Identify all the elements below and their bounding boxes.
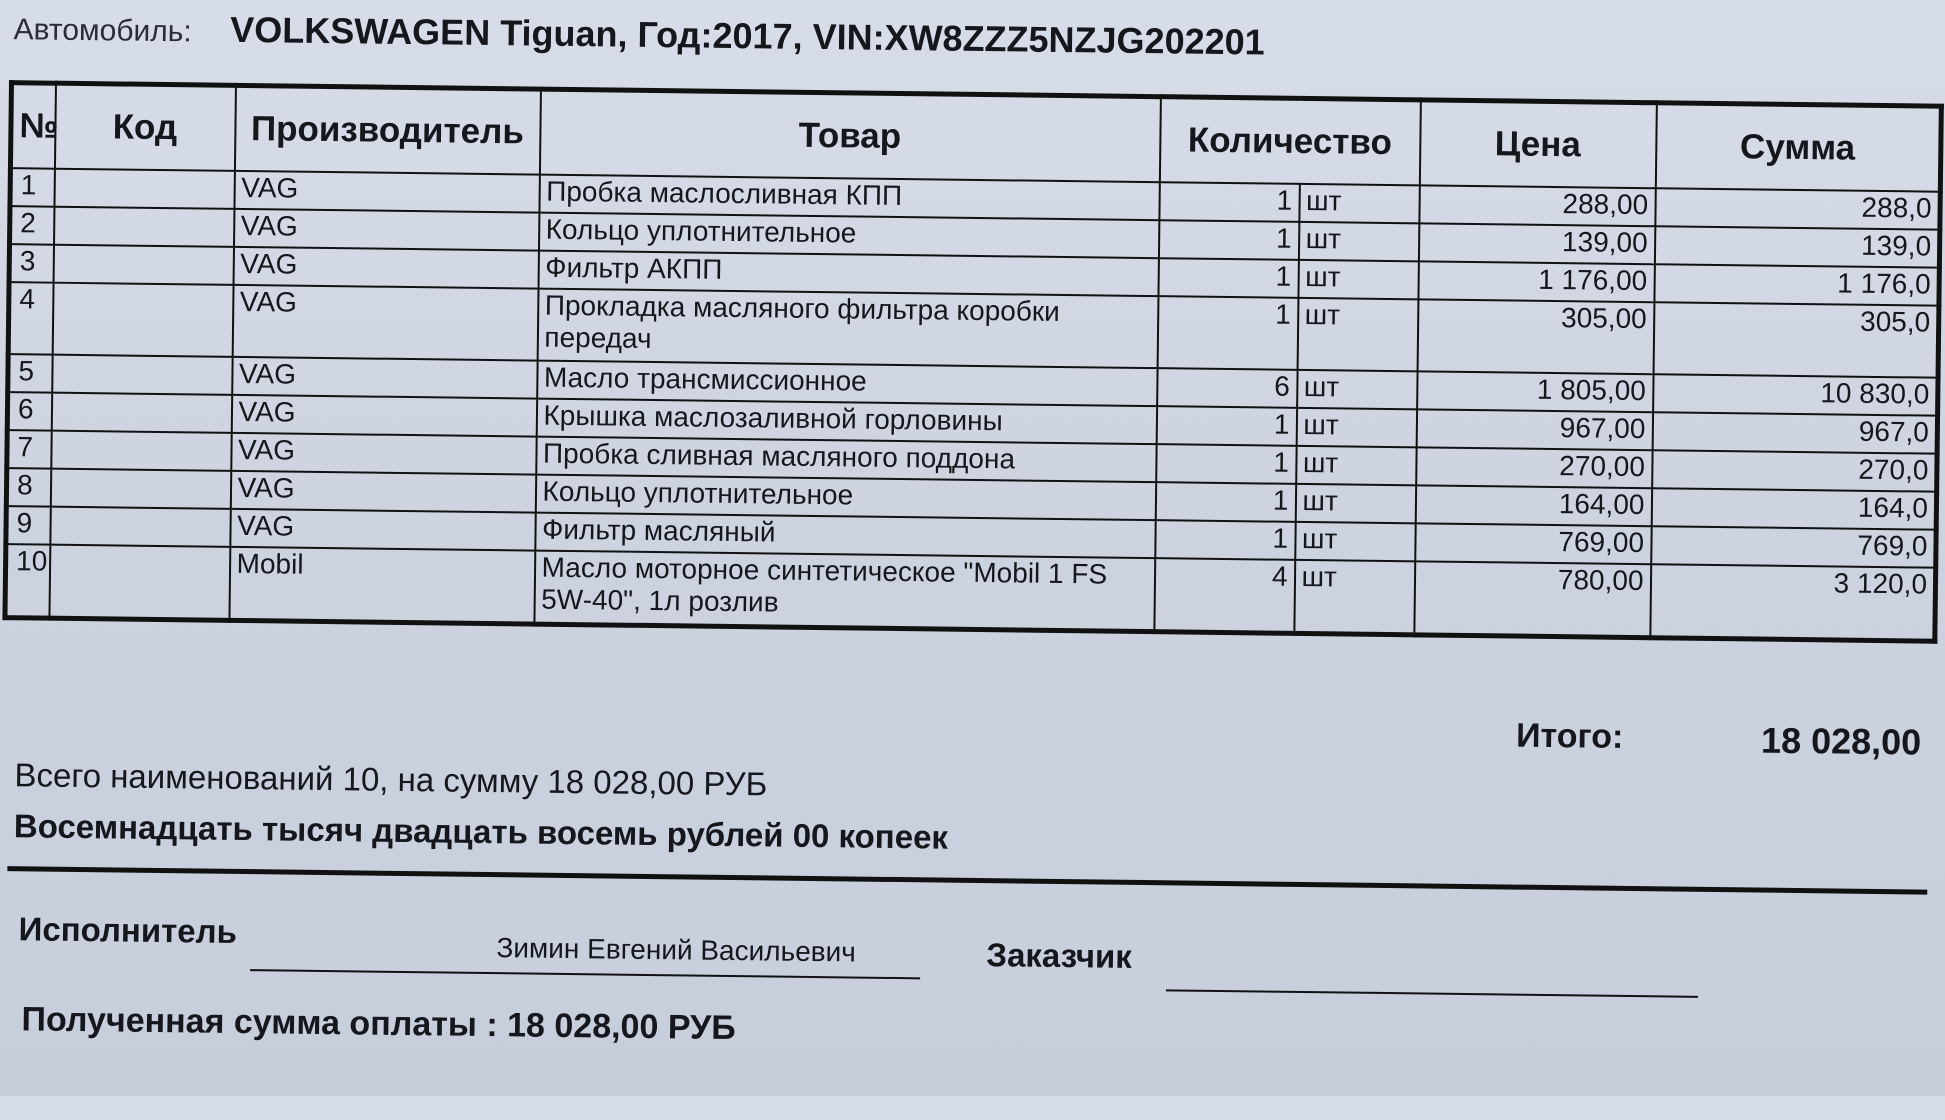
row-code: [50, 469, 230, 509]
row-code: [54, 169, 234, 209]
items-count-line: Всего наименований 10, на сумму 18 028,00 РУБ: [14, 756, 768, 803]
row-item: Фильтр АКПП: [538, 251, 1158, 297]
row-num: 8: [6, 468, 50, 507]
row-sum: 10 830,0: [1653, 374, 1938, 415]
row-code: [49, 545, 230, 621]
header-code: Код: [54, 83, 235, 171]
row-sum: 288,0: [1655, 188, 1940, 229]
row-unit: шт: [1297, 298, 1418, 371]
row-sum: 3 120,0: [1650, 564, 1936, 641]
row-num: 1: [10, 168, 54, 207]
row-num: 10: [5, 544, 50, 618]
row-qty: 1: [1159, 182, 1299, 222]
row-maker: VAG: [234, 209, 539, 251]
row-qty: 1: [1156, 406, 1296, 446]
row-qty: 1: [1156, 444, 1296, 484]
row-price: 967,00: [1416, 409, 1652, 450]
row-sum: 967,0: [1652, 412, 1937, 453]
row-maker: VAG: [230, 471, 535, 513]
row-code: [51, 393, 231, 433]
row-unit: шт: [1299, 184, 1419, 223]
row-maker: VAG: [231, 395, 536, 437]
header-num: №: [10, 83, 55, 169]
row-item: Кольцо уплотнительное: [538, 213, 1158, 259]
row-item: Фильтр масляный: [535, 513, 1155, 559]
row-num: 2: [10, 206, 54, 245]
customer-label: Заказчик: [986, 936, 1133, 975]
row-item: Масло моторное синтетическое "Mobil 1 FS 5W-40", 1л розлив: [534, 551, 1155, 632]
divider: [7, 866, 1927, 894]
customer-signature-line: [1166, 989, 1698, 997]
header-qty: Количество: [1159, 97, 1420, 186]
executor-name: Зимин Евгений Васильевич: [496, 932, 857, 968]
received-payment-line: Полученная сумма оплаты : 18 028,00 РУБ: [21, 1000, 736, 1048]
row-unit: шт: [1297, 370, 1417, 409]
row-qty: 1: [1155, 482, 1295, 522]
row-price: 780,00: [1414, 561, 1651, 637]
row-maker: VAG: [234, 171, 539, 213]
row-qty: 1: [1158, 220, 1298, 260]
row-unit: шт: [1298, 222, 1418, 261]
row-item: Пробка сливная масляного поддона: [536, 437, 1156, 483]
row-price: 164,00: [1415, 485, 1651, 526]
row-unit: шт: [1296, 446, 1416, 485]
row-unit: шт: [1295, 522, 1415, 561]
row-price: 1 805,00: [1417, 371, 1653, 412]
row-unit: шт: [1298, 260, 1418, 299]
row-qty: 1: [1155, 520, 1295, 560]
row-sum: 305,0: [1653, 302, 1939, 377]
row-num: 7: [7, 430, 51, 469]
row-price: 139,00: [1418, 223, 1654, 264]
row-num: 9: [6, 506, 50, 545]
row-price: 1 176,00: [1418, 261, 1654, 302]
row-qty: 1: [1157, 296, 1298, 370]
row-code: [50, 507, 230, 547]
row-sum: 769,0: [1651, 526, 1936, 567]
row-unit: шт: [1294, 560, 1415, 635]
header-price: Цена: [1419, 100, 1656, 188]
row-item: Крышка маслозаливной горловины: [536, 399, 1156, 445]
row-maker: VAG: [233, 247, 538, 289]
row-unit: шт: [1296, 408, 1416, 447]
row-code: [52, 355, 232, 395]
row-sum: 164,0: [1651, 488, 1936, 529]
row-item: Прокладка масляного фильтра коробки передач: [537, 289, 1158, 369]
row-num: 3: [9, 244, 53, 283]
row-code: [51, 431, 231, 471]
row-price: 270,00: [1416, 447, 1652, 488]
row-price: 305,00: [1417, 299, 1654, 374]
total-value: 18 028,00: [1760, 719, 1922, 763]
row-num: 5: [8, 354, 52, 393]
row-qty: 4: [1154, 558, 1295, 633]
row-code: [53, 245, 233, 285]
row-maker: VAG: [232, 285, 538, 361]
row-qty: 1: [1158, 258, 1298, 298]
row-price: 288,00: [1419, 185, 1655, 226]
header-maker: Производитель: [234, 85, 540, 174]
row-maker: Mobil: [229, 547, 535, 624]
executor-label: Исполнитель: [18, 910, 238, 950]
row-unit: шт: [1295, 484, 1415, 523]
row-sum: 270,0: [1652, 450, 1937, 491]
row-item: Пробка маслосливная КПП: [539, 175, 1159, 221]
row-sum: 139,0: [1654, 226, 1939, 267]
car-label: Автомобиль:: [13, 13, 192, 49]
row-maker: VAG: [232, 357, 537, 399]
items-table: [2, 80, 1943, 644]
row-num: 6: [7, 392, 51, 431]
row-qty: 6: [1157, 368, 1297, 408]
row-item: Масло трансмиссионное: [537, 361, 1157, 407]
row-maker: VAG: [231, 433, 536, 475]
header-sum: Сумма: [1655, 103, 1941, 192]
car-info-line: [13, 6, 1265, 63]
row-sum: 1 176,0: [1654, 264, 1939, 305]
amount-in-words: Восемнадцать тысяч двадцать восемь рублей 00 копеек: [13, 807, 949, 856]
row-item: Кольцо уплотнительное: [535, 475, 1155, 521]
row-maker: VAG: [230, 509, 535, 551]
row-price: 769,00: [1415, 523, 1651, 564]
row-code: [54, 207, 234, 247]
row-code: [52, 283, 233, 357]
row-num: 4: [8, 282, 53, 355]
total-label: Итого:: [1515, 716, 1624, 756]
header-item: Товар: [539, 89, 1160, 182]
executor-signature-line: [250, 969, 920, 979]
car-value: VOLKSWAGEN Tiguan, Год:2017, VIN:XW8ZZZ5NZJG202201: [229, 8, 1265, 63]
